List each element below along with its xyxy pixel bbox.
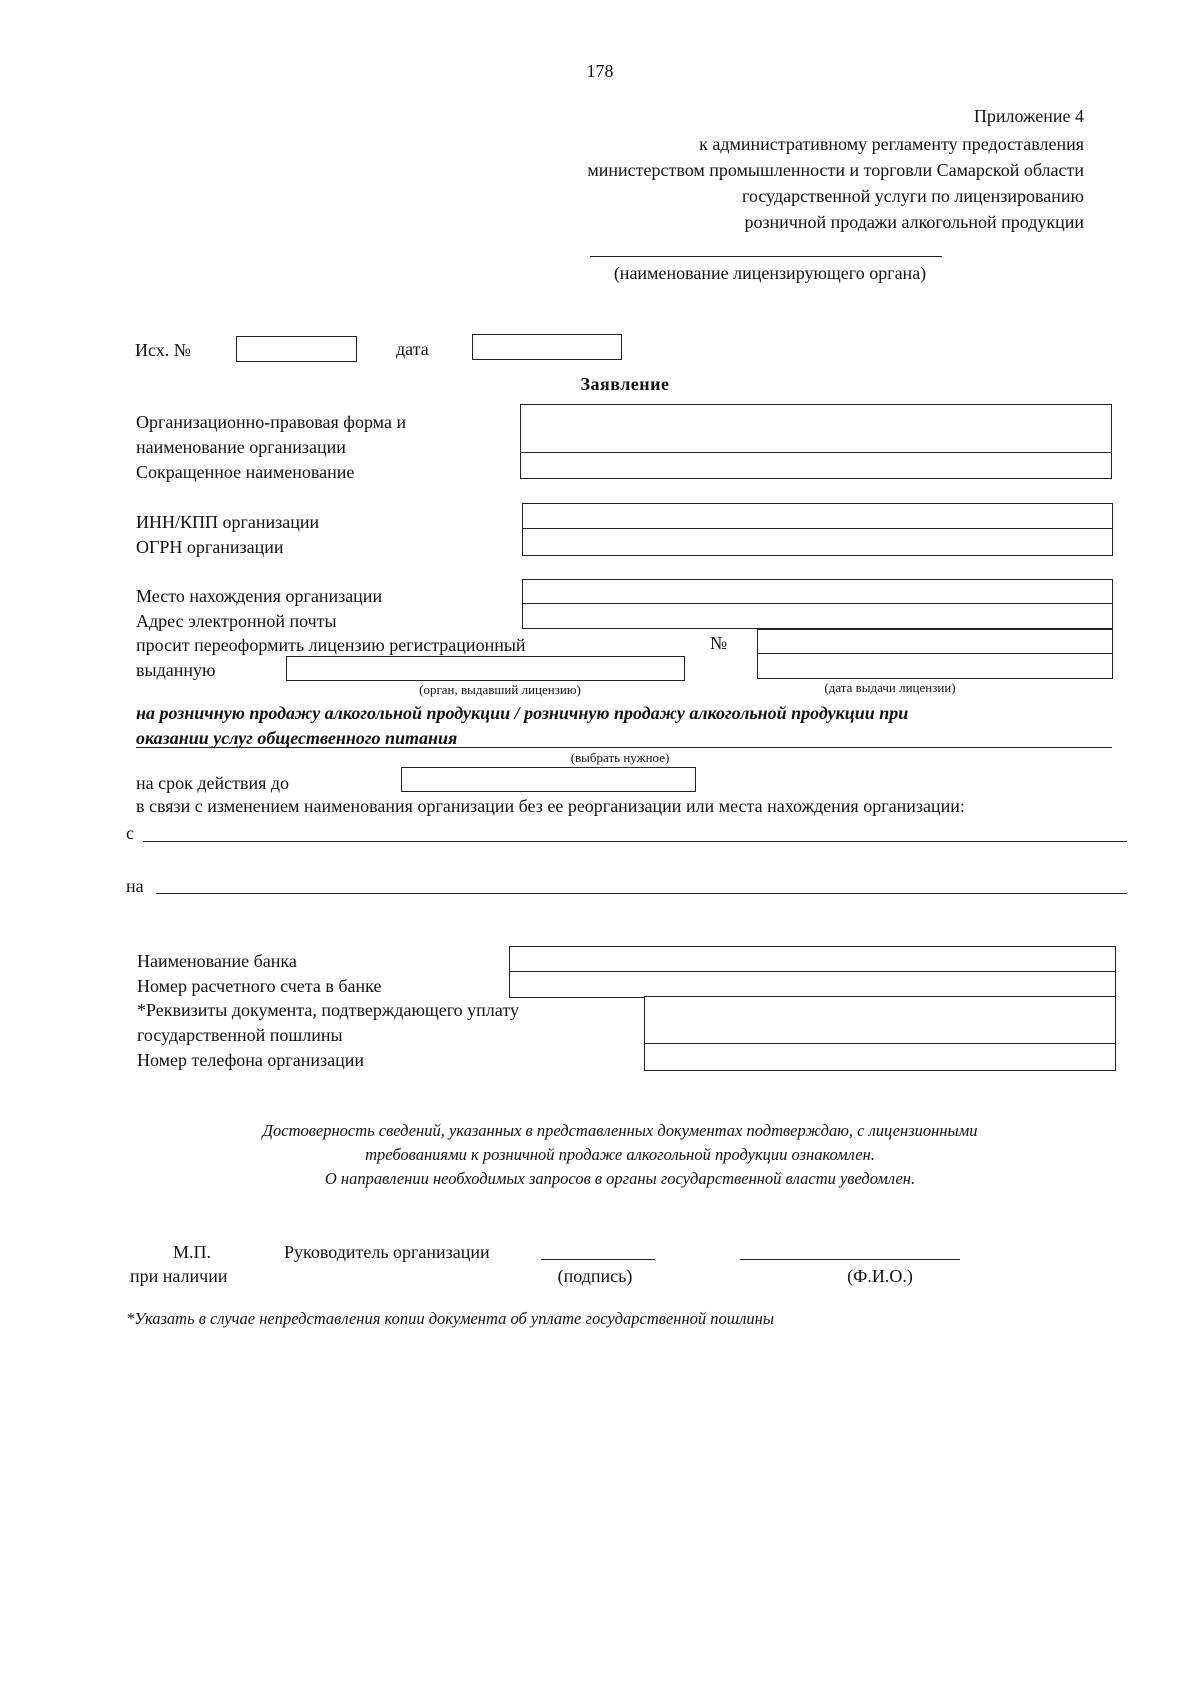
phone-field[interactable] [644,1043,1116,1071]
seal-label: М.П. [173,1242,212,1262]
license-number-field[interactable] [757,629,1113,655]
reissue-label: просит переоформить лицензию регистрационный [136,635,526,655]
seal-note: при наличии [130,1266,228,1286]
declaration-line-2: требованиями к розничной продаже алкогольной продукции ознакомлен. [365,1145,875,1164]
fee-doc-label-1: *Реквизиты документа, подтверждающего уплату [137,1000,519,1020]
header-line-3: государственной услуги по лицензированию [742,186,1084,206]
outgoing-number-field[interactable] [236,336,357,362]
issued-label: выданную [136,660,216,680]
header-line-4: розничной продажи алкогольной продукции [744,212,1084,232]
phone-label: Номер телефона организации [137,1050,365,1070]
header-line-2: министерством промышленности и торговли Самарской области [587,160,1084,180]
issue-date-caption: (дата выдачи лицензии) [824,680,956,695]
license-number-sign: № [710,633,728,653]
licensing-body-line[interactable] [590,256,942,257]
location-field[interactable] [522,579,1113,605]
legal-form-label-2: наименование организации [136,437,346,457]
short-name-label: Сокращенное наименование [136,462,355,482]
legal-form-label-1: Организационно-правовая форма и [136,412,407,432]
declaration-line-1: Достоверность сведений, указанных в представленных документах подтверждаю, с лицензионными [262,1121,978,1140]
email-field[interactable] [522,603,1113,629]
location-label: Место нахождения организации [136,586,383,606]
outgoing-number-label: Исх. № [135,340,191,360]
inn-kpp-field[interactable] [522,503,1113,530]
account-field[interactable] [509,971,1116,998]
head-label: Руководитель организации [284,1242,490,1262]
license-issuer-field[interactable] [286,656,685,681]
declaration-line-3: О направлении необходимых запросов в органы государственной власти уведомлен. [324,1169,916,1188]
activity-underline [136,747,1112,748]
bank-name-label: Наименование банка [137,951,297,971]
activity-option-line-2[interactable]: оказании услуг общественного питания [136,728,458,748]
bank-name-field[interactable] [509,946,1116,973]
ogrn-label: ОГРН организации [136,537,284,557]
license-issue-date-field[interactable] [757,653,1113,679]
from-line[interactable] [143,841,1127,842]
term-field[interactable] [401,767,696,792]
choose-caption: (выбрать нужное) [570,750,670,765]
page-number: 178 [586,61,614,81]
document-title: Заявление [580,374,670,394]
full-name-line[interactable] [740,1259,960,1260]
ogrn-field[interactable] [522,528,1113,556]
account-label: Номер расчетного счета в банке [137,976,382,996]
term-label: на срок действия до [136,773,290,793]
outgoing-date-field[interactable] [472,334,622,360]
short-name-field[interactable] [520,452,1112,479]
signature-caption: (подпись) [557,1266,633,1286]
header-line-1: к административному регламенту предоставления [699,134,1084,154]
footnote: *Указать в случае непредставления копии документа об уплате государственной пошлины [126,1309,775,1328]
fee-doc-field[interactable] [644,996,1116,1045]
to-label: на [126,876,144,896]
signature-line[interactable] [541,1259,655,1260]
to-line[interactable] [156,893,1127,894]
inn-kpp-label: ИНН/КПП организации [136,512,320,532]
appendix-label: Приложение 4 [973,106,1084,126]
licensing-body-caption: (наименование лицензирующего органа) [613,263,927,283]
from-label: с [126,823,134,843]
issuer-caption: (орган, выдавший лицензию) [419,682,581,697]
email-label: Адрес электронной почты [136,611,337,631]
full-name-caption: (Ф.И.О.) [847,1266,913,1286]
outgoing-date-label: дата [396,339,429,359]
activity-option-line-1[interactable]: на розничную продажу алкогольной продукции / розничную продажу алкогольной продукции при [136,703,909,723]
legal-form-field[interactable] [520,404,1112,454]
reason-text: в связи с изменением наименования организации без ее реорганизации или места нахождения организации: [136,796,965,816]
fee-doc-label-2: государственной пошлины [137,1025,343,1045]
